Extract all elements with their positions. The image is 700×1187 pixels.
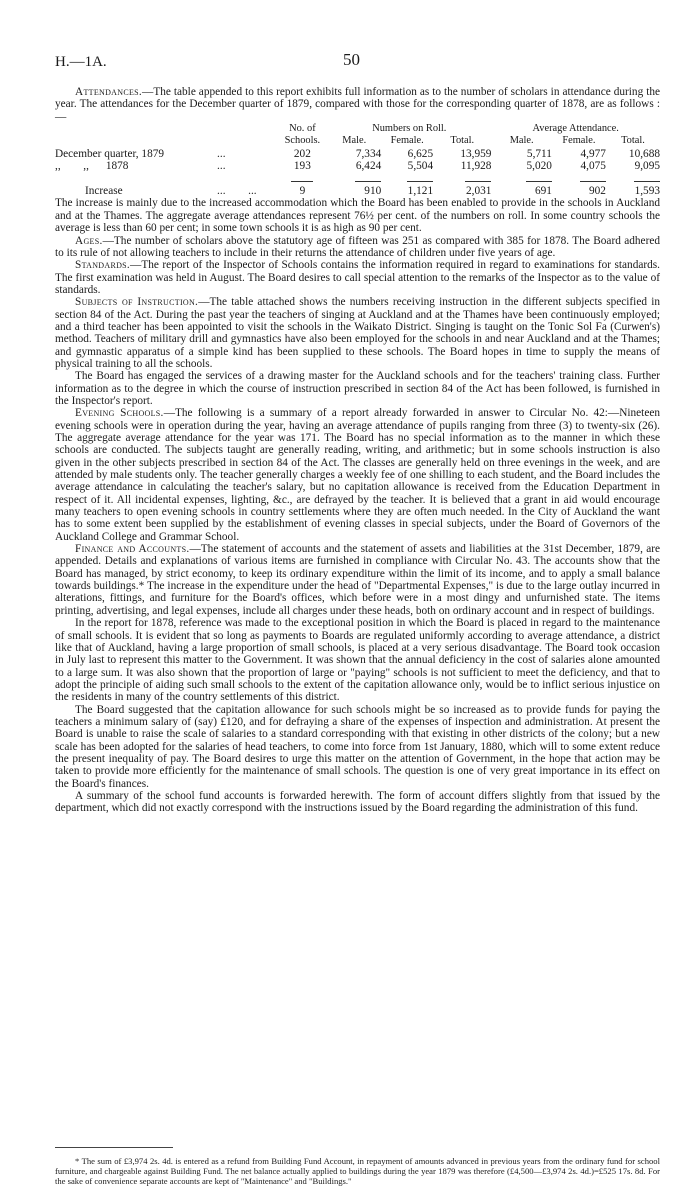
cell-roll-female: 1,121 bbox=[407, 185, 434, 198]
row-dots: ... ... bbox=[217, 185, 257, 198]
col-header-schools: Schools. bbox=[284, 135, 321, 147]
evening-text: —The following is a summary of a report already forwarded in answer to Circular No. 42:—Nineteen evening schools were in operation during the year, having an average attendance of pupils ranging from three (3) to twenty-six (26). The aggregate average attendance for the year was 171. The Board has no special information as to the manner in which these schools are conducted. The subjects taught are generally reading, writing, and arithmetic; but in some schools instruction is also given in the other subjects prescribed in section 84 of the Act. The classes are generally held on three evenings in the week, and are attended by male students only. The teacher generally charges a weekly fee of one shilling to each student, and the Board includes the average attendance in calculating the teacher's salary, but no capitation allowance is received from the Education Department in respect of it. All incidental expenses, lighting, &c., are defrayed by the teacher. It is believed that a grant in aid would encourage many teachers to open evening schools in country settlements where they are often much needed. In the City of Auckland the want has to some extent been supplied by the establishment of evening classes in special subjects, under the Board of Governors of the Auckland College and Grammar School. bbox=[55, 407, 660, 543]
section-title-standards: Standards. bbox=[75, 259, 131, 272]
attendance-table bbox=[55, 123, 660, 197]
paragraph-ages bbox=[55, 235, 660, 260]
paragraph-subjects bbox=[55, 296, 660, 370]
footnote bbox=[55, 1156, 660, 1187]
cell-avg-total: 9,095 bbox=[634, 160, 660, 173]
col-header-avg-male: Male. bbox=[509, 135, 534, 147]
cell-avg-female: 902 bbox=[588, 185, 606, 198]
document-code: H.—1A. bbox=[55, 54, 107, 70]
table-rule-row bbox=[55, 173, 660, 185]
cell-avg-total: 10,688 bbox=[628, 147, 660, 160]
group-header-roll: Numbers on Roll. bbox=[372, 123, 447, 135]
cell-schools: 9 bbox=[299, 185, 306, 198]
section-title-subjects: Subjects of Instruction. bbox=[75, 296, 199, 309]
col-header-roll-female: Female. bbox=[390, 135, 424, 147]
document-page bbox=[55, 50, 660, 1187]
cell-avg-female: 4,075 bbox=[580, 160, 606, 173]
row-label: December quarter, 1879 bbox=[55, 147, 165, 160]
col-header-roll-male: Male. bbox=[342, 135, 367, 147]
cell-avg-female: 4,977 bbox=[580, 147, 606, 160]
page-header bbox=[55, 50, 660, 76]
cell-roll-total: 11,928 bbox=[460, 160, 492, 173]
paragraph-evening bbox=[55, 407, 660, 543]
subjects-text: —The table attached shows the numbers receiving instruction in the different subjects specified in section 84 of the Act. During the past year the teachers of singing at Auckland and at the Thames have been continuously employed; and a third teacher has been appointed to visit the schools in the Waikato District. Singing is taught on the Tonic Sol Fa (Curwen's) method. Teachers of military drill and gymnastics have also been employed for the schools in and near Auckland and at the Thames; and gymnastic apparatus of a simple kind has been supplied to these schools. The Board hopes in time to supply the means of physical training to all the schools. bbox=[55, 296, 660, 370]
cell-avg-male: 5,020 bbox=[526, 160, 552, 173]
footnote-rule bbox=[55, 1147, 173, 1148]
finance-text: —The statement of accounts and the statement of assets and liabilities at the 31st December, 1879, are appended. Details and explanations of various items are furnished in compliance with Circular No. 43. The accounts show that the Board has managed, by strict economy, to keep its ordinary expenditure within the limit of its income, and to apply a small balance towards buildings.* The increase in the expenditure under the head of "Departmental Expenses," is due to the large outlay incurred in alterations, fittings, and furniture for the Board's offices, which before were in a most dingy and unfurnished state. The items printing, advertising, and legal expenses, include all charges under these heads, both on ordinary account and in respect of buildings. bbox=[55, 543, 660, 617]
paragraph-attendances bbox=[55, 86, 660, 123]
section-title-finance: Finance and Accounts. bbox=[75, 543, 190, 556]
paragraph-attendances-after: The increase is mainly due to the increased accommodation which the Board has been enabled to provide in the schools in Auckland and at the Thames. The aggregate average attendances represent 76½ per cent. of the numbers on roll. In some country schools the average is less than 60 per cent; in some town schools it is as high as 90 per cent. bbox=[55, 197, 660, 235]
row-dots: ... bbox=[217, 160, 226, 173]
paragraph-finance-3: The Board suggested that the capitation allowance for such schools might be so increased as to provide funds for paying the teachers a minimum salary of (say) £120, and for defraying a share of the expenses of inspection and administration. At present the Board is unable to raise the scale of salaries to a standard corresponding with that existing in other districts of the colony; but a new scale has been adopted for the salaries of head teachers, to come into force from 1st January, 1880, which will to some extent reduce the present inequality of pay. The Board desires to urge this matter on the attention of Government, in the hope that action may be taken to provide more efficiently for the maintenance of small schools. The question is one of very great importance in its effect on the Board's finances. bbox=[55, 703, 660, 790]
paragraph-finance bbox=[55, 543, 660, 617]
cell-schools: 193 bbox=[293, 160, 311, 173]
cell-roll-total: 2,031 bbox=[466, 185, 492, 198]
col-header-roll-total: Total. bbox=[450, 135, 475, 147]
paragraph-finance-4: A summary of the school fund accounts is forwarded herewith. The form of account differs slightly from that issued by the department, which did not exactly correspond with the instructions issued by the Board regarding the administration of this fund. bbox=[55, 789, 660, 815]
cell-schools: 202 bbox=[293, 147, 311, 160]
row-label: ,, ,, 1878 bbox=[55, 160, 129, 173]
paragraph-finance-2: In the report for 1878, reference was made to the exceptional position in which the Board is placed in regard to the maintenance of small schools. It is evident that so long as payments to Boards are regulated uniformly according to average attendance, a district like that of Auckland, having a large proportion of small schools, is placed at a very serious disadvantage. The Board took occasion in July last to represent this matter to the Government. It was shown that the annual deficiency in the cost of salaries alone amounted to a large sum. It was also shown that the proportion of large or "paying" schools is not sufficient to meet the deficiency, and that to adopt the principle of aiding such small schools to the extent of the capitation allowance only, would be to inflict serious injustice on the residents in many of the country settlements of this district. bbox=[55, 617, 660, 704]
cell-roll-female: 5,504 bbox=[407, 160, 434, 173]
cell-roll-male: 910 bbox=[364, 185, 382, 198]
attendances-intro: —The table appended to this report exhibits full information as to the number of scholars in attendance during the year. The attendances for the December quarter of 1879, compared with those for the corresponding quarter of 1878, are as follows :— bbox=[55, 86, 660, 123]
table-row bbox=[55, 160, 660, 172]
cell-roll-total: 13,959 bbox=[460, 147, 492, 160]
page-number: 50 bbox=[343, 50, 360, 69]
cell-roll-male: 7,334 bbox=[355, 147, 382, 160]
col-header-avg-female: Female. bbox=[562, 135, 596, 147]
standards-text: —The report of the Inspector of Schools contains the information required in regard to examinations for standards. The first examination was held in August. The Board desires to call special attention to the remarks of the Inspector as to the value of standards. bbox=[55, 259, 660, 296]
cell-roll-female: 6,625 bbox=[407, 147, 434, 160]
cell-roll-male: 6,424 bbox=[355, 160, 382, 173]
col-header-avg-total: Total. bbox=[621, 135, 645, 147]
section-title-attendances: Attendances. bbox=[75, 86, 143, 98]
row-label: Increase bbox=[85, 185, 123, 198]
cell-avg-male: 691 bbox=[534, 185, 552, 198]
cell-avg-male: 5,711 bbox=[526, 147, 552, 160]
row-dots: ... bbox=[217, 147, 226, 160]
group-header-average: Average Attendance. bbox=[532, 123, 619, 135]
table-row bbox=[55, 148, 660, 160]
paragraph-subjects-2: The Board has engaged the services of a drawing master for the Auckland schools and for the teachers' training class. Further information as to the degree in which the course of instruction prescribed in section 84 of the Act has been followed, is furnished in the Inspector's report. bbox=[55, 370, 660, 407]
ages-text: —The number of scholars above the statutory age of fifteen was 251 as compared with 385 for 1878. The Board adhered to its rule of not allowing teachers to include in their returns the attendance of children under five years of age. bbox=[55, 234, 660, 259]
paragraph-standards bbox=[55, 259, 660, 296]
cell-avg-total: 1,593 bbox=[634, 185, 660, 198]
document-body bbox=[55, 86, 660, 815]
footnote-text: * The sum of £3,974 2s. 4d. is entered as a refund from Building Fund Account, in repayment of amounts advanced in previous years from the ordinary fund for school furniture, and chargeable against Building Fund. The net balance actually applied to buildings during the year 1879 was therefore (£4,500—£3,974 2s. 4d.)=£525 17s. 8d. For the sake of convenience separate accounts are kept of "Maintenance" and "Buildings." bbox=[55, 1156, 660, 1187]
col-header-schools-top: No. of bbox=[289, 123, 316, 135]
section-title-ages: Ages. bbox=[75, 234, 103, 247]
section-title-evening: Evening Schools. bbox=[75, 407, 164, 420]
table-row-increase bbox=[55, 185, 660, 197]
